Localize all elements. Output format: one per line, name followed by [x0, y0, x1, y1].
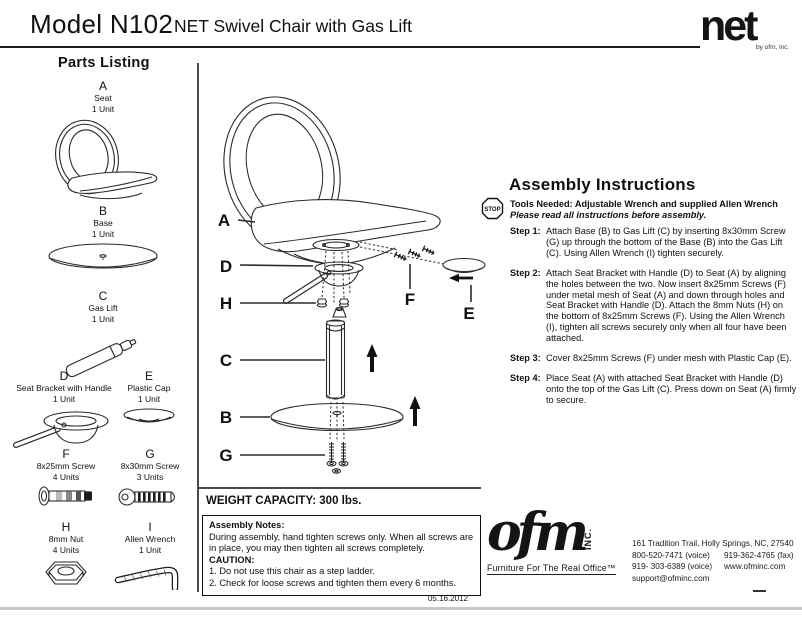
diagram-label-a: A	[217, 211, 231, 230]
step-text: Attach Base (B) to Gas Lift (C) by inserting 8x30mm Screw (G) up through the bottom of the Base (B) into the Gas Lift (C). Using Allen Wrench (I) tighten securely.	[546, 226, 786, 258]
bottom-rule	[0, 607, 802, 610]
step-text: Attach Seat Bracket with Handle (D) to Seat (A) by aligning the holes between the two. Now insert 8x25mm Screws (F) under metal mesh of Seat (A) and down through holes and Seat Bracket with Handle (D). Attach the 8mm Nuts (H) on the bottom of 8x25mm Screws (F). Using the Allen Wrench (I), tighten all screws securely only when all four have been attached.	[546, 267, 787, 344]
part-id: G	[145, 447, 155, 461]
part-id: E	[144, 369, 153, 383]
assembly-steps	[510, 226, 800, 415]
step-label: Step 3:	[510, 353, 541, 364]
part-name: Base	[93, 218, 113, 228]
seat-bracket-drawing	[12, 407, 116, 449]
part-qty: 4 Units	[52, 471, 80, 482]
part-id: A	[98, 79, 107, 93]
step-2	[510, 268, 800, 344]
part-name: Seat Bracket with Handle	[16, 383, 112, 393]
page-title: Model N102	[30, 9, 174, 39]
diagram-label-h: H	[219, 294, 233, 313]
part-name: Allen Wrench	[124, 534, 176, 544]
diagram-label-b: B	[219, 408, 233, 427]
part-qty: 3 Units	[136, 471, 164, 482]
ofm-logo-text: ofm	[487, 502, 585, 563]
seat-drawing	[42, 117, 164, 201]
part-name: 8mm Nut	[48, 534, 84, 544]
ofm-inc-text: INC.	[583, 528, 593, 550]
caution-item-2: 2. Check for loose screws and tighten them every 6 months.	[209, 577, 457, 588]
part-item-plastic-cap	[118, 370, 180, 432]
step-4	[510, 373, 800, 406]
part-qty: 1 Unit	[91, 228, 115, 239]
assembly-instructions-title: Assembly Instructions	[509, 175, 696, 194]
stop-icon	[481, 197, 504, 220]
tools-needed-line: Tools Needed: Adjustable Wrench and supplied Allen Wrench	[510, 199, 778, 209]
diagram-label-f: F	[404, 290, 416, 309]
screw-f-drawing	[36, 485, 96, 507]
net-logo-text: net	[700, 4, 756, 50]
exploded-diagram	[198, 58, 488, 486]
part-name: Gas Lift	[88, 303, 118, 313]
contact-website: www.ofminc.com	[724, 562, 786, 571]
step-label: Step 2:	[510, 267, 541, 278]
contact-phone-fax: 919-362-4765 (fax)	[724, 550, 794, 560]
part-id: B	[98, 204, 107, 218]
contact-block	[632, 538, 802, 584]
caution-title: CAUTION:	[209, 554, 255, 565]
page-subtitle: NET Swivel Chair with Gas Lift	[174, 16, 412, 36]
part-name: 8x30mm Screw	[120, 461, 180, 471]
step-1	[510, 226, 800, 259]
weight-capacity: WEIGHT CAPACITY: 300 lbs.	[206, 495, 362, 507]
part-qty: 1 Unit	[138, 544, 162, 555]
step-3	[510, 353, 800, 364]
part-item-seat	[40, 80, 166, 206]
assembly-notes-box	[202, 515, 481, 596]
part-item-8x30-screw	[112, 448, 188, 514]
part-id: C	[98, 289, 108, 303]
nut-drawing	[44, 558, 88, 588]
contact-phone-voice: 800-520-7471 (voice)	[632, 550, 710, 560]
revision-date: 05.16.2012	[427, 594, 468, 603]
tools-needed	[510, 199, 802, 221]
contact-phone-voice2: 919- 303-6389 (voice)	[632, 562, 713, 571]
step-label: Step 1:	[510, 226, 541, 236]
screw-g-drawing	[118, 485, 182, 509]
part-item-8x25-screw	[25, 448, 107, 512]
caution-item-1: 1. Do not use this chair as a step ladder.	[209, 566, 375, 577]
diagram-label-d: D	[219, 257, 233, 276]
read-instructions-line: Please read all instructions before assembly.	[510, 210, 707, 220]
part-id: F	[62, 447, 70, 461]
plastic-cap-drawing	[121, 407, 177, 427]
base-drawing	[46, 242, 160, 278]
part-item-allen-wrench	[108, 521, 192, 595]
step-text: Cover 8x25mm Screws (F) under mesh with Plastic Cap (E).	[546, 353, 792, 364]
part-id: H	[61, 520, 71, 534]
part-id: I	[148, 520, 152, 534]
footer-dash	[753, 590, 766, 592]
parts-listing-title: Parts Listing	[58, 55, 150, 71]
part-name: Plastic Cap	[127, 383, 171, 393]
step-label: Step 4:	[510, 372, 541, 383]
part-item-seat-bracket	[8, 370, 120, 454]
ofm-logo	[487, 504, 617, 575]
part-name: Seat	[94, 93, 112, 103]
diagram-label-c: C	[219, 351, 233, 370]
contact-email: support@ofminc.com	[632, 573, 710, 583]
part-name: 8x25mm Screw	[36, 461, 96, 471]
part-qty: 1 Unit	[91, 103, 115, 114]
part-id: D	[59, 369, 69, 383]
part-item-base	[40, 205, 166, 283]
ofm-tagline: Furniture For The Real Office™	[487, 563, 616, 573]
diagram-label-e: E	[463, 304, 475, 323]
part-qty: 1 Unit	[137, 393, 161, 404]
net-logo-tagline: by ofm, inc.	[756, 44, 790, 51]
part-qty: 1 Unit	[52, 393, 76, 404]
stop-icon-text: STOP	[484, 207, 501, 213]
header-rule	[0, 46, 700, 48]
assembly-notes-body: During assembly, hand tighten screws only. When all screws are in place, you may then tighten all screws completely.	[209, 531, 474, 554]
diagram-bottom-divider	[197, 487, 481, 489]
part-qty: 4 Units	[52, 544, 80, 555]
allen-wrench-drawing	[114, 558, 186, 590]
step-text: Place Seat (A) with attached Seat Bracket with Handle (D) onto the top of the Gas Lift (C). Press down on Seat (A) firmly to secure.	[546, 372, 797, 405]
contact-address: 161 Tradition Trail, Holly Springs, NC, 27540	[632, 539, 794, 548]
net-logo	[698, 4, 794, 57]
assembly-notes-title: Assembly Notes:	[209, 520, 285, 530]
part-qty: 1 Unit	[91, 313, 115, 324]
diagram-label-g: G	[219, 446, 233, 465]
part-item-8mm-nut	[30, 521, 102, 593]
